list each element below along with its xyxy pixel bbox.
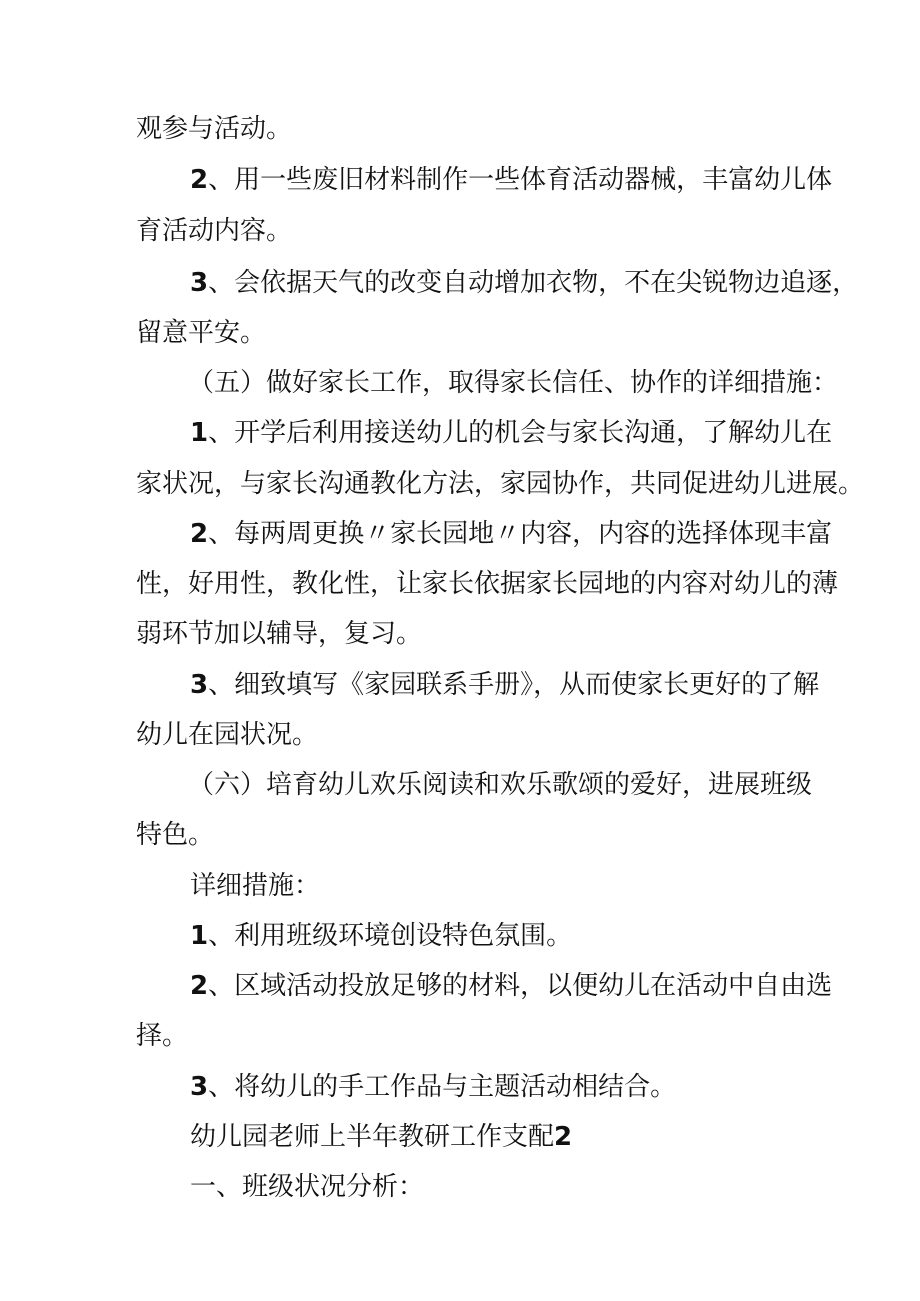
section-heading-5 xyxy=(188,366,838,400)
text-line-2 xyxy=(190,163,832,197)
text-line-13 xyxy=(136,718,318,752)
line-4-text: 、会依据天气的改变自动增加衣物，不在尖锐物边追逐， xyxy=(208,268,859,298)
text-line-19 xyxy=(136,1019,188,1053)
line-14-text: （六）培育幼儿欢乐阅读和欢乐歌颂的爱好，进展班级 xyxy=(188,770,813,800)
text-line-1 xyxy=(136,112,292,146)
text-line-9 xyxy=(190,517,832,551)
text-line-3 xyxy=(136,214,292,248)
line-10-text: 性，好用性，教化性，让家长依据家长园地的内容对幼儿的薄 xyxy=(136,569,839,599)
text-line-10 xyxy=(136,567,838,601)
section-heading-6 xyxy=(188,768,812,802)
list-number: 3 xyxy=(190,1072,209,1102)
text-line-8 xyxy=(136,467,864,501)
text-line-11 xyxy=(136,617,422,651)
line-17-text: 、利用班级环境创设特色氛围。 xyxy=(208,921,573,951)
text-line-15 xyxy=(136,818,214,852)
text-line-4 xyxy=(190,266,858,300)
line-11-text: 弱环节加以辅导，复习。 xyxy=(136,619,423,649)
text-line-5 xyxy=(136,316,266,350)
line-7-text: 、开学后利用接送幼儿的机会与家长沟通，了解幼儿在 xyxy=(208,418,833,448)
list-number: 2 xyxy=(190,971,209,1001)
line-21-text: 幼儿园老师上半年教研工作支配 xyxy=(190,1122,555,1152)
line-8-text: 家状况，与家长沟通教化方法，家园协作，共同促进幼儿进展。 xyxy=(136,469,865,499)
line-16-text: 详细措施： xyxy=(190,871,321,901)
text-line-12 xyxy=(190,668,819,702)
list-number: 3 xyxy=(190,268,209,298)
text-line-16 xyxy=(190,869,320,903)
line-3-text: 育活动内容。 xyxy=(136,216,293,246)
line-18-text: 、区域活动投放足够的材料，以便幼儿在活动中自由选 xyxy=(208,971,833,1001)
list-number: 2 xyxy=(190,165,209,195)
list-number: 1 xyxy=(190,921,209,951)
list-number: 1 xyxy=(190,418,209,448)
text-line-18 xyxy=(190,969,832,1003)
line-6-text: （五）做好家长工作，取得家长信任、协作的详细措施： xyxy=(188,368,839,398)
line-22-text: 一、班级状况分析： xyxy=(190,1172,425,1202)
title-number: 2 xyxy=(554,1122,573,1152)
line-9-text: 、每两周更换〃家长园地〃内容，内容的选择体现丰富 xyxy=(208,519,833,549)
line-15-text: 特色。 xyxy=(136,820,215,850)
line-5-text: 留意平安。 xyxy=(136,318,267,348)
line-20-text: 、将幼儿的手工作品与主题活动相结合。 xyxy=(208,1072,677,1102)
line-12-text: 、细致填写《家园联系手册》，从而使家长更好的了解 xyxy=(208,670,820,700)
text-line-7 xyxy=(190,416,832,450)
line-2-text: 、用一些废旧材料制作一些体育活动器械，丰富幼儿体 xyxy=(208,165,833,195)
section-heading-1 xyxy=(190,1170,424,1204)
text-line-20 xyxy=(190,1070,676,1104)
text-line-17 xyxy=(190,919,572,953)
section-title xyxy=(190,1120,572,1154)
list-number: 2 xyxy=(190,519,209,549)
line-13-text: 幼儿在园状况。 xyxy=(136,720,319,750)
line-1-text: 观参与活动。 xyxy=(136,114,293,144)
line-19-text: 择。 xyxy=(136,1021,189,1051)
list-number: 3 xyxy=(190,670,209,700)
